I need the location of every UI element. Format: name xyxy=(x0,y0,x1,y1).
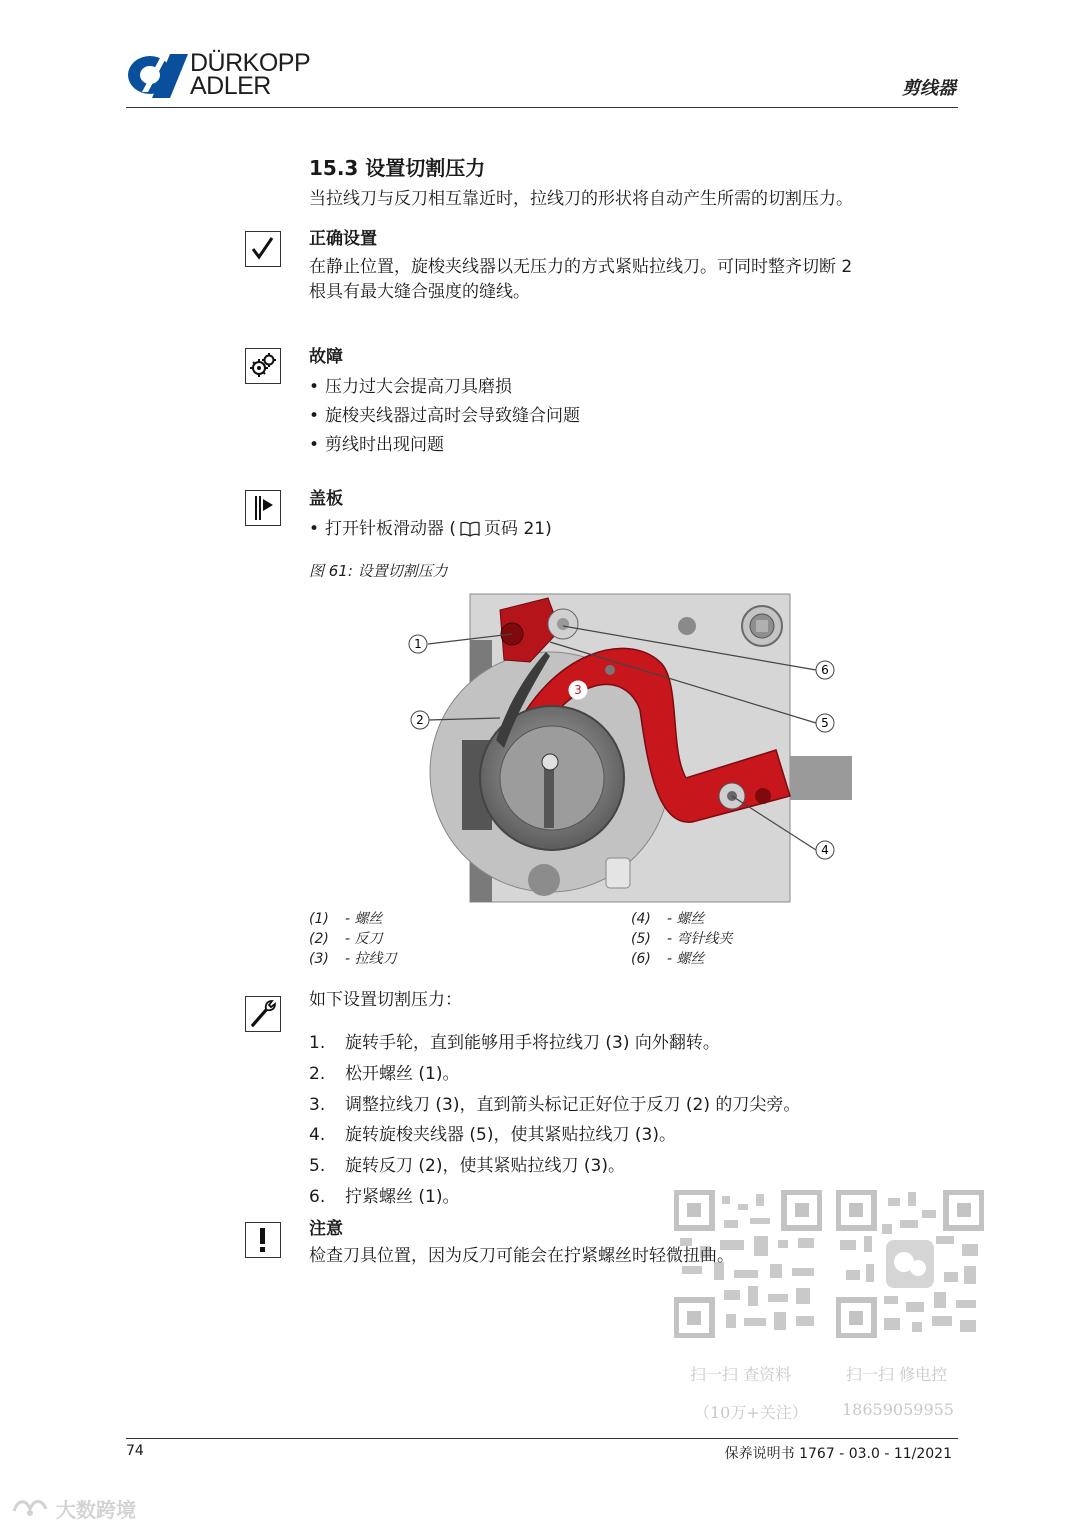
correct-setting-label: 正确设置 xyxy=(309,229,377,249)
watermark-text: 扫一扫 查资料 xyxy=(690,1365,792,1384)
fault-item: • 旋梭夹线器过高时会导致缝合问题 xyxy=(309,406,580,426)
procedure-step: 6. 拧紧螺丝 (1)。 xyxy=(309,1187,460,1207)
callout-1: 1 xyxy=(414,637,422,651)
correct-setting-line1: 在静止位置，旋梭夹线器以无压力的方式紧贴拉线刀。可同时整齐切断 2 xyxy=(309,257,853,277)
exclamation-icon xyxy=(245,1222,281,1258)
notice-label: 注意 xyxy=(309,1219,343,1239)
footer-divider xyxy=(126,1438,958,1439)
callout-6: 6 xyxy=(821,663,829,677)
document-reference: 保养说明书 1767 - 03.0 - 11/2021 xyxy=(724,1446,952,1462)
callout-5: 5 xyxy=(821,716,829,730)
procedure-step: 5. 旋转反刀 (2)，使其紧贴拉线刀 (3)。 xyxy=(309,1156,625,1176)
legend-item: (3) - 拉线刀 xyxy=(309,951,397,967)
watermark-text: 扫一扫 修电控 xyxy=(846,1365,948,1384)
section-title: 15.3 设置切割压力 xyxy=(309,156,486,180)
procedure-intro: 如下设置切割压力： xyxy=(309,990,462,1010)
header-divider xyxy=(126,107,958,108)
qr-code-icon xyxy=(836,1190,984,1338)
notice-text: 检查刀具位置，因为反刀可能会在拧紧螺丝时轻微扭曲。 xyxy=(309,1246,734,1266)
procedure-step: 1. 旋转手轮，直到能够用手将拉线刀 (3) 向外翻转。 xyxy=(309,1033,720,1053)
legend-item: (1) - 螺丝 xyxy=(309,911,383,927)
figure-caption: 图 61: 设置切割压力 xyxy=(309,562,448,580)
correct-setting-line2: 根具有最大缝合强度的缝线。 xyxy=(309,282,530,302)
procedure-step: 3. 调整拉线刀 (3)，直到箭头标记正好位于反刀 (2) 的刀尖旁。 xyxy=(309,1095,801,1115)
watermark-text: （10万+关注） xyxy=(694,1403,808,1422)
brand-name-line2: ADLER xyxy=(190,72,271,100)
corner-watermark: 大数跨境 xyxy=(12,1494,136,1524)
cover-plate-icon xyxy=(245,490,281,526)
legend-item: (5) - 弯针线夹 xyxy=(631,931,733,947)
section-intro: 当拉线刀与反刀相互靠近时，拉线刀的形状将自动产生所需的切割压力。 xyxy=(309,189,853,209)
legend-item: (2) - 反刀 xyxy=(309,931,383,947)
cover-label: 盖板 xyxy=(309,489,343,509)
callout-4: 4 xyxy=(821,843,829,857)
watermark-logo-icon xyxy=(12,1497,52,1524)
fault-item: • 剪线时出现问题 xyxy=(309,435,444,455)
page-number: 74 xyxy=(126,1443,144,1459)
callout-3: 3 xyxy=(574,683,582,697)
procedure-step: 4. 旋转旋梭夹线器 (5)，使其紧贴拉线刀 (3)。 xyxy=(309,1125,676,1145)
brand-logo xyxy=(126,52,188,98)
book-icon xyxy=(460,521,480,542)
callout-2: 2 xyxy=(416,713,424,727)
chapter-title: 剪线器 xyxy=(902,78,956,99)
checkmark-icon xyxy=(245,231,281,267)
procedure-step: 2. 松开螺丝 (1)。 xyxy=(309,1064,460,1084)
figure-legend-left xyxy=(309,909,397,969)
brand-name-line1: DÜRKOPP xyxy=(190,49,311,77)
cover-item: • 打开针板滑动器 ( 页码 21) xyxy=(309,514,552,542)
legend-item: (4) - 螺丝 xyxy=(631,911,705,927)
figure-legend-right xyxy=(631,909,733,969)
watermark-text: 18659059955 xyxy=(842,1400,954,1419)
qr-code-icon xyxy=(674,1190,822,1338)
gear-fault-icon xyxy=(245,348,281,384)
fault-item: • 压力过大会提高刀具磨损 xyxy=(309,377,512,397)
legend-item: (6) - 螺丝 xyxy=(631,951,705,967)
wrench-icon xyxy=(245,996,281,1032)
figure-illustration xyxy=(400,590,860,906)
fault-label: 故障 xyxy=(309,347,343,367)
